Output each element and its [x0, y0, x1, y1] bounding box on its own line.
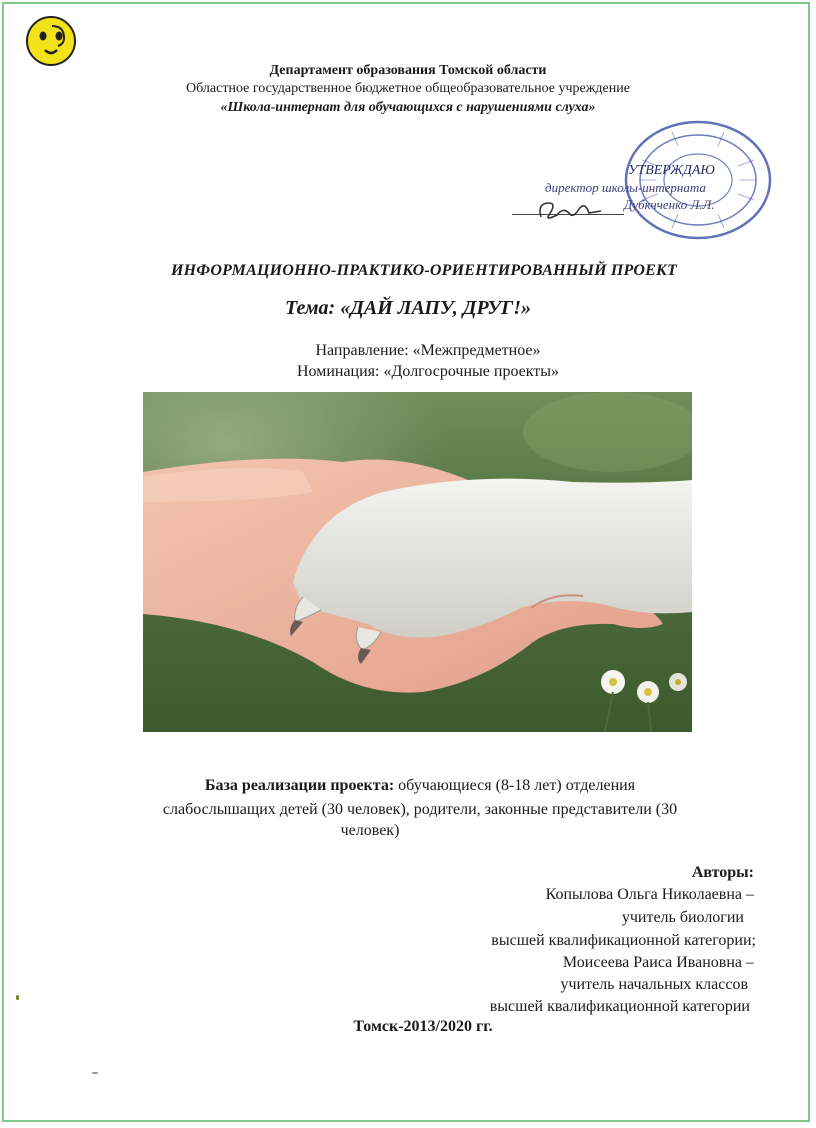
school-name: «Школа-интернат для обучающихся с нарушениями слуха»: [220, 100, 596, 115]
director-position: директор школы-интерната: [545, 180, 706, 195]
author-line: учитель начальных классов: [560, 976, 748, 993]
author-line: высшей квалификационной категории: [489, 998, 750, 1015]
project-nomination: Номинация: «Долгосрочные проекты»: [296, 363, 560, 380]
author-line: учитель биологии: [621, 909, 744, 926]
handwritten-signature: [535, 193, 605, 227]
project-base-line-3: человек): [340, 822, 400, 839]
author-line: Копылова Ольга Николаевна –: [545, 886, 754, 903]
project-base-line-1: [90, 777, 750, 795]
smiley-ear-logo-icon: [24, 14, 78, 68]
project-base-line-2: слабослышащих детей (30 человек), родители, законные представители (30: [162, 801, 678, 818]
hand-and-paw-photo: [143, 392, 692, 732]
author-line: Моисеева Раиса Ивановна –: [562, 954, 754, 971]
authors-title: Авторы:: [691, 864, 754, 881]
city-and-years: Томск-2013/2020 гг.: [353, 1018, 493, 1035]
paper-speck: [92, 1072, 98, 1074]
department-title: Департамент образования Томской области: [269, 63, 547, 78]
project-type: ИНФОРМАЦИОННО-ПРАКТИКО-ОРИЕНТИРОВАННЫЙ ПРОЕКТ: [171, 262, 677, 279]
project-base-text: обучающиеся (8-18 лет) отделения: [394, 777, 636, 794]
author-line: высшей квалификационной категории;: [491, 932, 756, 949]
institution-name: Областное государственное бюджетное общеобразовательное учреждение: [186, 81, 630, 96]
project-topic: Тема: «ДАЙ ЛАПУ, ДРУГ!»: [284, 297, 532, 319]
signer-name: Дубкчченко Л.Л.: [624, 197, 715, 212]
approval-heading: УТВЕРЖДАЮ: [628, 163, 715, 178]
project-base-label: База реализации проекта:: [204, 777, 395, 794]
project-direction: Направление: «Межпредметное»: [315, 342, 541, 359]
paper-speck: [16, 995, 19, 1000]
